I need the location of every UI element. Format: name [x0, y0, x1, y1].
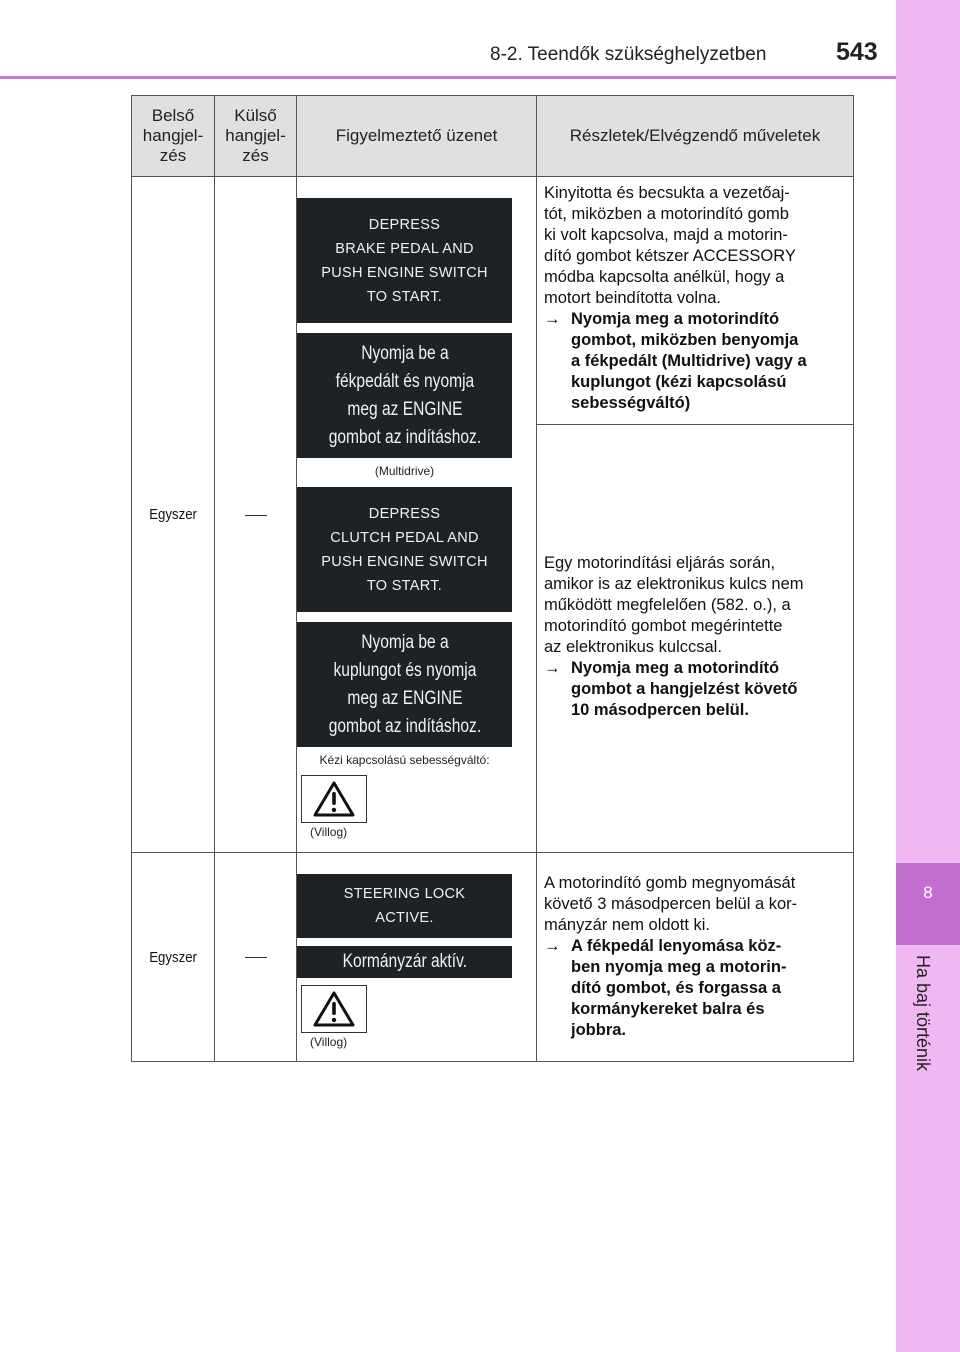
- message-screen-brake-en: DEPRESS BRAKE PEDAL AND PUSH ENGINE SWITCH TO START.: [297, 198, 512, 323]
- message-screen-steering-en: STEERING LOCK ACTIVE.: [297, 874, 512, 938]
- chapter-title: Ha baj történik: [913, 955, 933, 1072]
- arrow-icon: →: [544, 937, 561, 955]
- internal-buzzer-cell: Egyszer: [132, 853, 215, 1062]
- details-cell: [537, 853, 854, 1062]
- side-tab: [896, 0, 960, 1352]
- warning-triangle-icon: [312, 990, 356, 1028]
- arrow-icon: →: [544, 310, 561, 328]
- warning-light-box: [301, 985, 367, 1033]
- action-item: [544, 658, 845, 721]
- caption-flashing: (Villog): [310, 825, 348, 839]
- action-text: Nyomja meg a motorindító gombot, miközben benyomja a fékpedált (Multidrive) vagy a kuplungot (kézi kapcsolású sebességváltó): [571, 310, 807, 412]
- message-screen-clutch-hu: Nyomja be a kuplungot és nyomja meg az ENGINE gombot az indításhoz.: [297, 622, 512, 747]
- table-row: [132, 853, 854, 1062]
- arrow-icon: →: [544, 659, 561, 678]
- warning-table: [131, 95, 854, 1062]
- chapter-number: 8: [923, 883, 933, 902]
- page-number: 543: [836, 38, 878, 66]
- table-row: [132, 177, 854, 425]
- column-header-details: Részletek/Elvégzendő műveletek: [537, 96, 854, 177]
- message-screen-brake-hu: Nyomja be a fékpedált és nyomja meg az ENGINE gombot az indításhoz.: [297, 333, 512, 458]
- message-screen-steering-hu: Kormányzár aktív.: [297, 946, 512, 978]
- internal-buzzer-cell: Egyszer: [132, 177, 215, 853]
- details-text: Kinyitotta és becsukta a vezetőaj- tót, miközben a motorindító gomb ki volt kapcsolva, majd a motorin- dító gombot kétszer ACCESSORY módba kapcsolta anélkül, hogy a motort beindította volna.: [544, 184, 796, 307]
- section-title: 8-2. Teendők szükséghelyzetben: [490, 44, 767, 65]
- message-cell: [297, 853, 537, 1062]
- action-item: [544, 936, 845, 1041]
- chapter-title-box: [896, 945, 960, 1145]
- details-text: A motorindító gomb megnyomását követő 3 másodpercen belül a kor- mányzár nem oldott ki.: [544, 874, 798, 934]
- dash-mark: [245, 957, 267, 958]
- external-buzzer-cell: [215, 853, 297, 1062]
- column-header-external: Külső hangjel- zés: [215, 96, 297, 177]
- message-cell: [297, 177, 537, 853]
- table-header-row: [132, 96, 854, 177]
- column-header-message: Figyelmeztető üzenet: [297, 96, 537, 177]
- action-item: [544, 309, 845, 414]
- column-header-internal: Belső hangjel- zés: [132, 96, 215, 177]
- action-text: Nyomja meg a motorindító gombot a hangjelzést követő 10 másodpercen belül.: [571, 659, 798, 720]
- chapter-number-box: [896, 863, 960, 945]
- caption-manual: Kézi kapcsolású sebességváltó:: [319, 753, 490, 767]
- action-text: A fékpedál lenyomása köz- ben nyomja meg a motorin- dító gombot, és forgassa a kormánykereket balra és jobbra.: [571, 937, 787, 1039]
- warning-triangle-icon: [312, 780, 356, 818]
- header-rule: [0, 76, 896, 79]
- caption-multidrive: (Multidrive): [374, 464, 435, 478]
- message-screen-clutch-en: DEPRESS CLUTCH PEDAL AND PUSH ENGINE SWITCH TO START.: [297, 487, 512, 612]
- caption-flashing: (Villog): [310, 1035, 348, 1049]
- details-text: Egy motorindítási eljárás során, amikor is az elektronikus kulcs nem működött megfelelően (582. o.), a motorindító gombot megérintette az elektronikus kulccsal.: [544, 554, 804, 657]
- warning-light-box: [301, 775, 367, 823]
- details-cell: [537, 177, 854, 425]
- details-cell: [537, 425, 854, 853]
